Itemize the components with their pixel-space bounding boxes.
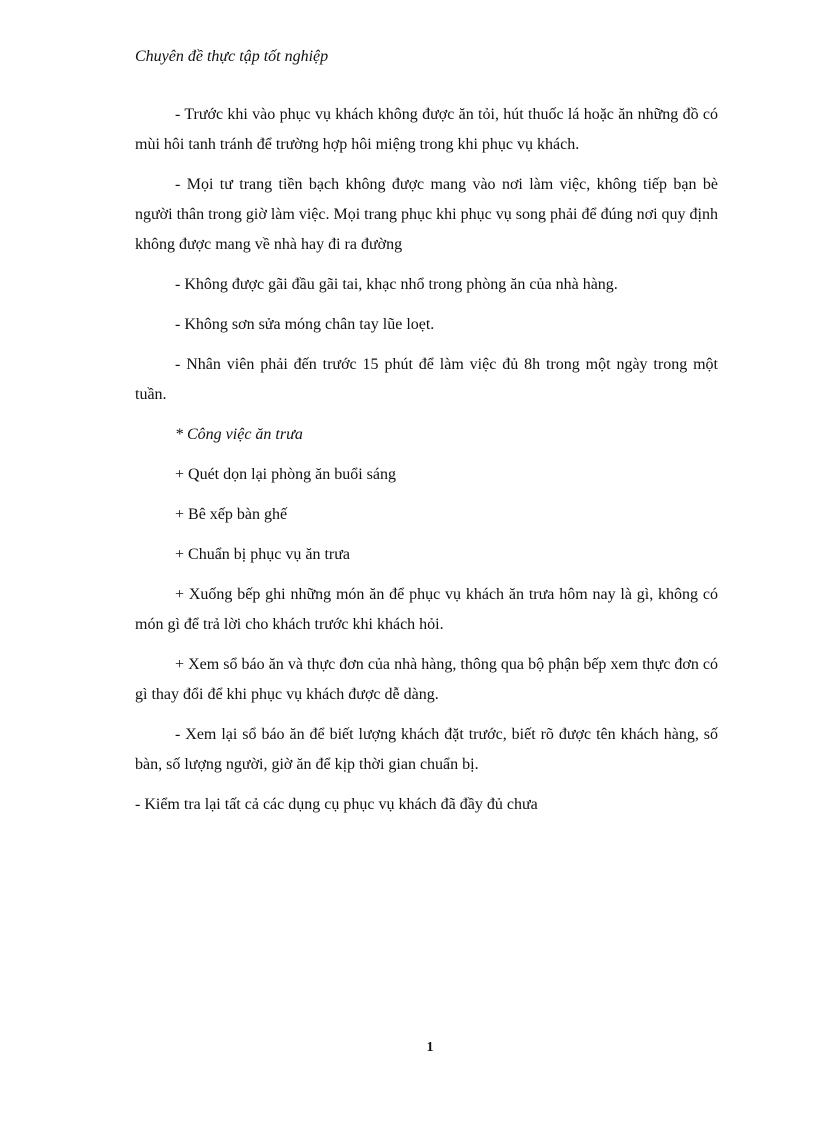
paragraph-belongings-rule: - Mọi tư trang tiền bạch không được mang vào nơi làm việc, không tiếp bạn bè người thân trong giờ làm việc. Mọi trang phục khi phục vụ song phải để đúng nơi quy định không được mang về nhà hay đi ra đường xyxy=(135,176,718,253)
paragraph-arrival-rule: - Nhân viên phải đến trước 15 phút để làm việc đủ 8h trong một ngày trong một tuần. xyxy=(135,356,718,403)
list-item-menu: + Xem sổ báo ăn và thực đơn của nhà hàng, thông qua bộ phận bếp xem thực đơn có gì thay đổi để khi phục vụ khách được dễ dàng. xyxy=(135,656,718,703)
list-item-sweep: + Quét dọn lại phòng ăn buổi sáng xyxy=(175,466,396,483)
list-item-prepare: + Chuẩn bị phục vụ ăn trưa xyxy=(175,546,350,563)
list-item-kitchen: + Xuống bếp ghi những món ăn để phục vụ khách ăn trưa hôm nay là gì, không có món gì để trả lời cho khách trước khi khách hỏi. xyxy=(135,586,718,633)
document-body xyxy=(135,100,718,830)
list-item-tools: - Kiểm tra lại tất cả các dụng cụ phục vụ khách đã đầy đủ chưa xyxy=(135,796,538,813)
list-item-tables: + Bê xếp bàn ghế xyxy=(175,506,288,523)
paragraph-scratching-rule: - Không được gãi đầu gãi tai, khạc nhổ trong phòng ăn của nhà hàng. xyxy=(175,276,618,293)
page-number: 1 xyxy=(426,1040,434,1055)
list-item-booking: - Xem lại sổ báo ăn để biết lượng khách đặt trước, biết rõ được tên khách hàng, số bàn, số lượng người, giờ ăn để kịp thời gian chuẩn bị. xyxy=(135,726,718,773)
paragraph-garlic-rule: - Trước khi vào phục vụ khách không được ăn tỏi, hút thuốc lá hoặc ăn những đồ có mùi hôi tanh tránh để trường hợp hôi miệng trong khi phục vụ khách. xyxy=(135,106,718,153)
section-heading-lunch: * Công việc ăn trưa xyxy=(175,426,303,443)
running-header: Chuyên đề thực tập tốt nghiệp xyxy=(135,48,329,65)
paragraph-nail-rule: - Không sơn sửa móng chân tay lũe loẹt. xyxy=(175,316,435,333)
